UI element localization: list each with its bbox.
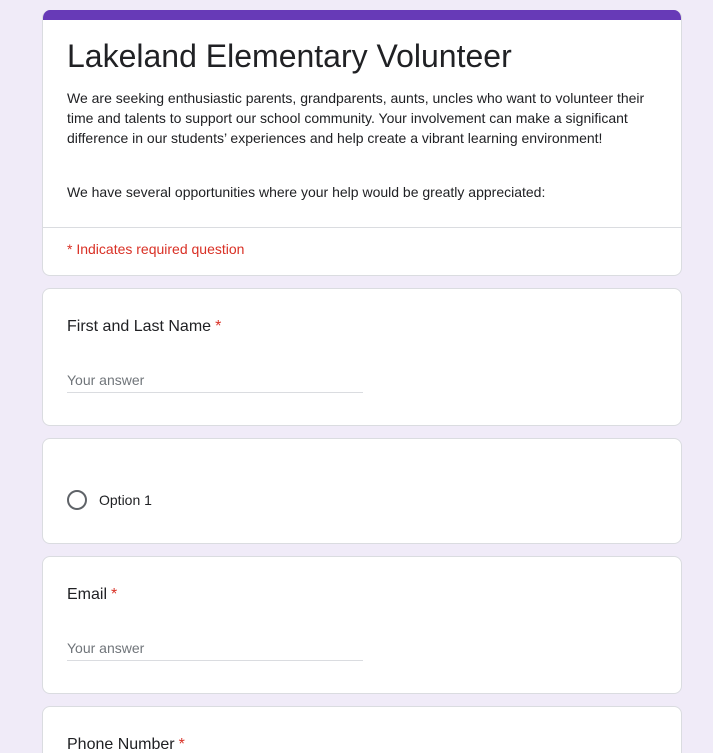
question-label-email <box>67 583 117 607</box>
radio-option-1[interactable] <box>67 489 152 511</box>
required-asterisk: * <box>178 736 185 753</box>
email-answer-input[interactable] <box>67 635 363 661</box>
question-title: Phone Number <box>67 736 175 753</box>
form-description-opportunities: We have several opportunities where your help would be greatly appreciated: <box>67 184 546 200</box>
question-card-phone <box>42 706 682 753</box>
question-card-email <box>42 556 682 694</box>
form-description: We are seeking enthusiastic parents, grandparents, aunts, uncles who want to volunteer their time and talents to support our school community. Your involvement can make a significant difference in our students’ experiences and help create a vibrant learning environment! <box>67 90 645 146</box>
header-divider <box>43 227 681 228</box>
required-asterisk: * <box>215 318 222 335</box>
form-header-card <box>42 10 682 276</box>
required-question-note: * Indicates required question <box>67 241 245 257</box>
form-title: Lakeland Elementary Volunteer <box>67 38 512 74</box>
question-card-name <box>42 288 682 426</box>
question-title: Email <box>67 586 108 603</box>
question-title: First and Last Name <box>67 318 212 335</box>
question-label-name <box>67 315 221 339</box>
name-answer-input[interactable] <box>67 367 363 393</box>
required-asterisk: * <box>111 586 118 603</box>
radio-option-label: Option 1 <box>99 492 152 508</box>
question-label-phone <box>67 733 185 753</box>
header-accent-bar <box>43 10 681 20</box>
radio-button[interactable] <box>67 490 87 510</box>
question-card-option <box>42 438 682 544</box>
